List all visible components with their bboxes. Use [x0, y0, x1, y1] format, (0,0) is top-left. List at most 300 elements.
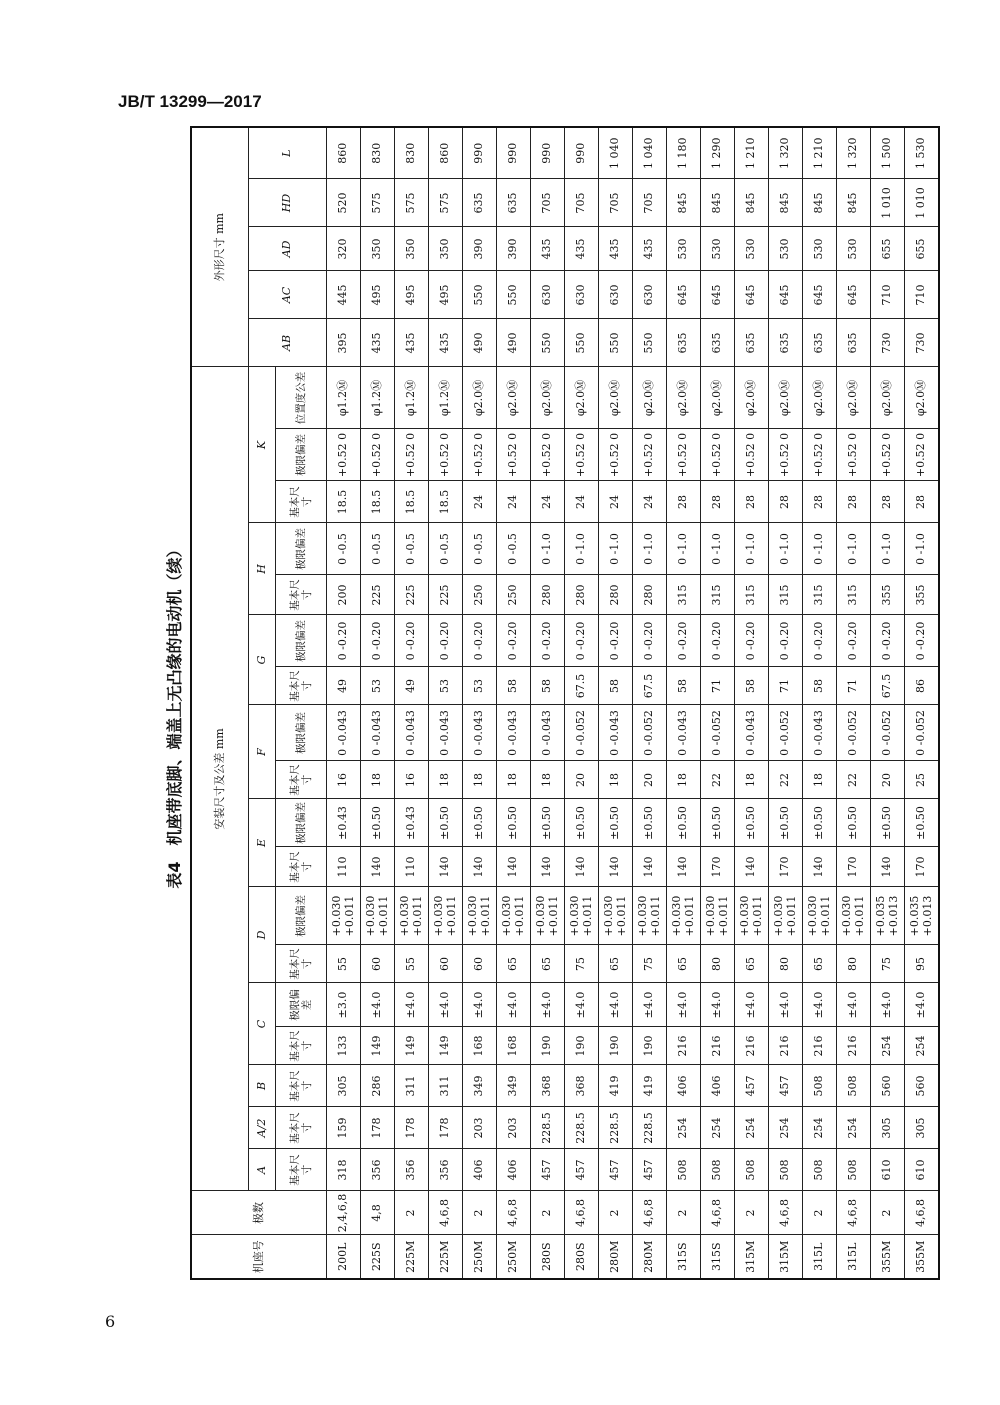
cell-ct: ±4.0: [429, 983, 463, 1027]
col-sub-header-basic: 基本尺寸: [276, 575, 327, 615]
cell-hd: 705: [531, 179, 565, 227]
cell-kt: +0.52 0: [531, 429, 565, 481]
col-sub-header-basic: 基本尺寸: [276, 1027, 327, 1065]
cell-g: 67.5: [633, 667, 667, 705]
cell-b: 349: [497, 1065, 531, 1107]
table-row: [769, 127, 803, 1279]
cell-kp: φ2.0Ⓜ: [531, 367, 565, 429]
cell-a2: 254: [769, 1107, 803, 1149]
cell-et: ±0.50: [769, 799, 803, 847]
cell-ht: 0 -1.0: [531, 523, 565, 575]
cell-k: 24: [565, 481, 599, 523]
cell-poles: 4,8: [361, 1191, 395, 1235]
poles-header: 极数: [191, 1191, 327, 1235]
cell-c: 216: [667, 1027, 701, 1065]
cell-a2: 228.5: [531, 1107, 565, 1149]
cell-c: 168: [497, 1027, 531, 1065]
cell-poles: 2: [531, 1191, 565, 1235]
col-symbol-header: A: [249, 1149, 276, 1191]
cell-a2: 254: [667, 1107, 701, 1149]
cell-a: 508: [837, 1149, 871, 1191]
cell-dt: +0.030 +0.011: [463, 887, 497, 945]
cell-c: 216: [769, 1027, 803, 1065]
cell-a2: 228.5: [565, 1107, 599, 1149]
cell-g: 58: [599, 667, 633, 705]
cell-ac: 645: [701, 271, 735, 319]
cell-ab: 550: [633, 319, 667, 367]
table-row: [735, 127, 769, 1279]
cell-kp: φ2.0Ⓜ: [735, 367, 769, 429]
cell-ab: 395: [327, 319, 361, 367]
cell-ad: 435: [531, 227, 565, 271]
cell-k: 28: [905, 481, 940, 523]
col-symbol-header: AC: [249, 271, 327, 319]
cell-k: 28: [837, 481, 871, 523]
cell-k: 28: [871, 481, 905, 523]
cell-ht: 0 -1.0: [905, 523, 940, 575]
cell-frame: 280M: [633, 1235, 667, 1279]
cell-hd: 575: [429, 179, 463, 227]
cell-f: 25: [905, 761, 940, 799]
cell-poles: 2: [463, 1191, 497, 1235]
table-row: [565, 127, 599, 1279]
cell-d: 65: [497, 945, 531, 983]
cell-ac: 495: [429, 271, 463, 319]
cell-ft: 0 -0.043: [429, 705, 463, 761]
cell-hd: 705: [599, 179, 633, 227]
cell-ht: 0 -1.0: [803, 523, 837, 575]
cell-l: 1 320: [769, 127, 803, 179]
cell-kp: φ2.0Ⓜ: [599, 367, 633, 429]
cell-hd: 1 010: [905, 179, 940, 227]
cell-a: 508: [701, 1149, 735, 1191]
cell-f: 18: [735, 761, 769, 799]
cell-ct: ±4.0: [463, 983, 497, 1027]
cell-gt: 0 -0.20: [701, 615, 735, 667]
cell-c: 190: [565, 1027, 599, 1065]
cell-d: 55: [327, 945, 361, 983]
cell-ht: 0 -1.0: [837, 523, 871, 575]
cell-hd: 1 010: [871, 179, 905, 227]
cell-a: 457: [565, 1149, 599, 1191]
cell-a: 457: [633, 1149, 667, 1191]
cell-kt: +0.52 0: [735, 429, 769, 481]
cell-et: ±0.43: [327, 799, 361, 847]
cell-b: 419: [633, 1065, 667, 1107]
cell-frame: 355M: [871, 1235, 905, 1279]
col-sub-header-tol: 极限偏差: [276, 523, 327, 575]
cell-dt: +0.030 +0.011: [531, 887, 565, 945]
cell-frame: 250M: [497, 1235, 531, 1279]
cell-e: 170: [837, 847, 871, 887]
cell-ad: 435: [565, 227, 599, 271]
cell-l: 990: [497, 127, 531, 179]
cell-dt: +0.035 +0.013: [871, 887, 905, 945]
cell-ab: 730: [871, 319, 905, 367]
cell-kp: φ1.2Ⓜ: [395, 367, 429, 429]
cell-f: 20: [871, 761, 905, 799]
cell-ft: 0 -0.043: [599, 705, 633, 761]
cell-a2: 178: [361, 1107, 395, 1149]
cell-e: 140: [565, 847, 599, 887]
cell-et: ±0.50: [837, 799, 871, 847]
cell-gt: 0 -0.20: [905, 615, 940, 667]
standard-number: JB/T 13299—2017: [118, 92, 262, 111]
cell-ft: 0 -0.043: [497, 705, 531, 761]
cell-ft: 0 -0.043: [327, 705, 361, 761]
cell-ab: 550: [531, 319, 565, 367]
cell-poles: 2: [599, 1191, 633, 1235]
cell-dt: +0.030 +0.011: [429, 887, 463, 945]
cell-a2: 203: [463, 1107, 497, 1149]
cell-ad: 530: [701, 227, 735, 271]
cell-b: 311: [395, 1065, 429, 1107]
cell-l: 1 530: [905, 127, 940, 179]
cell-b: 368: [565, 1065, 599, 1107]
cell-dt: +0.030 +0.011: [599, 887, 633, 945]
cell-et: ±0.50: [905, 799, 940, 847]
cell-hd: 845: [701, 179, 735, 227]
col-sub-header-basic: 基本尺寸: [276, 1065, 327, 1107]
cell-c: 149: [361, 1027, 395, 1065]
cell-a2: 305: [871, 1107, 905, 1149]
cell-frame: 280S: [565, 1235, 599, 1279]
cell-l: 1 180: [667, 127, 701, 179]
cell-ct: ±4.0: [701, 983, 735, 1027]
cell-frame: 315L: [837, 1235, 871, 1279]
cell-b: 419: [599, 1065, 633, 1107]
cell-f: 18: [531, 761, 565, 799]
cell-ab: 635: [667, 319, 701, 367]
cell-h: 225: [361, 575, 395, 615]
col-symbol-header: AB: [249, 319, 327, 367]
cell-e: 140: [361, 847, 395, 887]
cell-kp: φ2.0Ⓜ: [837, 367, 871, 429]
cell-h: 280: [599, 575, 633, 615]
cell-h: 315: [735, 575, 769, 615]
cell-ct: ±4.0: [565, 983, 599, 1027]
table-row: [497, 127, 531, 1279]
cell-ft: 0 -0.052: [769, 705, 803, 761]
cell-a2: 203: [497, 1107, 531, 1149]
cell-e: 110: [327, 847, 361, 887]
cell-et: ±0.50: [429, 799, 463, 847]
cell-b: 311: [429, 1065, 463, 1107]
cell-c: 190: [633, 1027, 667, 1065]
cell-kp: φ2.0Ⓜ: [497, 367, 531, 429]
cell-c: 216: [837, 1027, 871, 1065]
cell-hd: 705: [633, 179, 667, 227]
table-row: [463, 127, 497, 1279]
cell-ct: ±4.0: [633, 983, 667, 1027]
cell-dt: +0.030 +0.011: [735, 887, 769, 945]
col-symbol-header: G: [249, 615, 276, 705]
cell-kp: φ1.2Ⓜ: [429, 367, 463, 429]
cell-ad: 350: [361, 227, 395, 271]
cell-kp: φ2.0Ⓜ: [803, 367, 837, 429]
cell-d: 65: [735, 945, 769, 983]
cell-l: 830: [361, 127, 395, 179]
cell-h: 355: [905, 575, 940, 615]
cell-d: 80: [769, 945, 803, 983]
cell-ac: 495: [395, 271, 429, 319]
cell-l: 860: [327, 127, 361, 179]
cell-kt: +0.52 0: [463, 429, 497, 481]
cell-dt: +0.030 +0.011: [837, 887, 871, 945]
cell-l: 1 040: [633, 127, 667, 179]
table-row: [395, 127, 429, 1279]
cell-g: 58: [803, 667, 837, 705]
cell-kt: +0.52 0: [803, 429, 837, 481]
cell-ht: 0 -0.5: [497, 523, 531, 575]
cell-et: ±0.50: [531, 799, 565, 847]
cell-poles: 2,4,6,8: [327, 1191, 361, 1235]
cell-et: ±0.43: [395, 799, 429, 847]
table-caption: 表4 机座带底脚、端盖上无凸缘的电动机（续）: [165, 541, 184, 889]
cell-k: 18.5: [327, 481, 361, 523]
cell-ht: 0 -0.5: [463, 523, 497, 575]
cell-e: 140: [599, 847, 633, 887]
cell-frame: 225M: [395, 1235, 429, 1279]
cell-h: 250: [463, 575, 497, 615]
cell-ft: 0 -0.052: [837, 705, 871, 761]
dimension-table: [190, 126, 940, 1280]
cell-frame: 315S: [701, 1235, 735, 1279]
cell-h: 315: [769, 575, 803, 615]
cell-hd: 635: [497, 179, 531, 227]
cell-gt: 0 -0.20: [769, 615, 803, 667]
cell-poles: 2: [871, 1191, 905, 1235]
col-symbol-header: E: [249, 799, 276, 887]
cell-ab: 490: [463, 319, 497, 367]
cell-frame: 200L: [327, 1235, 361, 1279]
cell-k: 28: [735, 481, 769, 523]
cell-ct: ±4.0: [837, 983, 871, 1027]
cell-d: 55: [395, 945, 429, 983]
cell-ft: 0 -0.043: [531, 705, 565, 761]
cell-b: 508: [803, 1065, 837, 1107]
cell-ht: 0 -1.0: [735, 523, 769, 575]
cell-g: 53: [361, 667, 395, 705]
cell-ht: 0 -1.0: [599, 523, 633, 575]
cell-gt: 0 -0.20: [361, 615, 395, 667]
cell-a2: 254: [735, 1107, 769, 1149]
cell-et: ±0.50: [701, 799, 735, 847]
cell-a2: 254: [701, 1107, 735, 1149]
cell-h: 315: [837, 575, 871, 615]
cell-ft: 0 -0.052: [633, 705, 667, 761]
cell-ac: 645: [769, 271, 803, 319]
cell-e: 140: [633, 847, 667, 887]
cell-ac: 630: [565, 271, 599, 319]
table-row: [429, 127, 463, 1279]
cell-ab: 635: [803, 319, 837, 367]
cell-dt: +0.030 +0.011: [769, 887, 803, 945]
cell-g: 58: [667, 667, 701, 705]
cell-c: 216: [701, 1027, 735, 1065]
cell-g: 71: [769, 667, 803, 705]
cell-e: 110: [395, 847, 429, 887]
cell-ct: ±4.0: [803, 983, 837, 1027]
col-sub-header-tol: 极限偏差: [276, 429, 327, 481]
cell-f: 18: [667, 761, 701, 799]
cell-kp: φ2.0Ⓜ: [769, 367, 803, 429]
cell-kt: +0.52 0: [565, 429, 599, 481]
cell-h: 315: [667, 575, 701, 615]
cell-poles: 4,6,8: [769, 1191, 803, 1235]
cell-ab: 635: [735, 319, 769, 367]
col-symbol-header: F: [249, 705, 276, 799]
cell-kp: φ2.0Ⓜ: [871, 367, 905, 429]
cell-f: 18: [497, 761, 531, 799]
cell-dt: +0.030 +0.011: [701, 887, 735, 945]
cell-e: 170: [769, 847, 803, 887]
cell-ad: 530: [769, 227, 803, 271]
cell-e: 140: [667, 847, 701, 887]
cell-d: 80: [837, 945, 871, 983]
cell-kt: +0.52 0: [327, 429, 361, 481]
cell-d: 60: [429, 945, 463, 983]
cell-e: 140: [463, 847, 497, 887]
cell-ac: 445: [327, 271, 361, 319]
cell-k: 28: [803, 481, 837, 523]
cell-ac: 710: [905, 271, 940, 319]
col-sub-header-basic: 基本尺寸: [276, 847, 327, 887]
cell-hd: 845: [837, 179, 871, 227]
cell-ct: ±4.0: [599, 983, 633, 1027]
cell-k: 18.5: [361, 481, 395, 523]
cell-g: 49: [327, 667, 361, 705]
cell-kt: +0.52 0: [769, 429, 803, 481]
cell-e: 140: [497, 847, 531, 887]
cell-ht: 0 -0.5: [361, 523, 395, 575]
cell-a2: 228.5: [633, 1107, 667, 1149]
col-symbol-header: AD: [249, 227, 327, 271]
cell-k: 18.5: [395, 481, 429, 523]
col-symbol-header: C: [249, 983, 276, 1065]
cell-a: 318: [327, 1149, 361, 1191]
cell-kt: +0.52 0: [361, 429, 395, 481]
cell-k: 24: [599, 481, 633, 523]
cell-kp: φ2.0Ⓜ: [667, 367, 701, 429]
cell-b: 457: [735, 1065, 769, 1107]
cell-gt: 0 -0.20: [667, 615, 701, 667]
cell-c: 254: [871, 1027, 905, 1065]
col-symbol-header: K: [249, 367, 276, 523]
cell-kt: +0.52 0: [497, 429, 531, 481]
cell-ht: 0 -1.0: [667, 523, 701, 575]
cell-ct: ±4.0: [769, 983, 803, 1027]
cell-ft: 0 -0.043: [803, 705, 837, 761]
cell-g: 71: [701, 667, 735, 705]
cell-gt: 0 -0.20: [429, 615, 463, 667]
cell-ct: ±4.0: [871, 983, 905, 1027]
cell-a: 457: [531, 1149, 565, 1191]
cell-g: 58: [497, 667, 531, 705]
cell-a: 406: [497, 1149, 531, 1191]
cell-a2: 178: [429, 1107, 463, 1149]
cell-ac: 645: [735, 271, 769, 319]
cell-frame: 225M: [429, 1235, 463, 1279]
cell-frame: 225S: [361, 1235, 395, 1279]
cell-e: 140: [735, 847, 769, 887]
cell-c: 168: [463, 1027, 497, 1065]
table-row: [633, 127, 667, 1279]
cell-c: 216: [803, 1027, 837, 1065]
cell-e: 140: [803, 847, 837, 887]
cell-b: 560: [905, 1065, 940, 1107]
cell-a2: 228.5: [599, 1107, 633, 1149]
cell-ct: ±4.0: [905, 983, 940, 1027]
cell-gt: 0 -0.20: [565, 615, 599, 667]
cell-ac: 645: [667, 271, 701, 319]
cell-h: 280: [565, 575, 599, 615]
cell-ac: 645: [837, 271, 871, 319]
cell-c: 254: [905, 1027, 940, 1065]
cell-c: 133: [327, 1027, 361, 1065]
col-sub-header-tol: 极限偏差: [276, 887, 327, 945]
cell-d: 65: [803, 945, 837, 983]
cell-d: 65: [667, 945, 701, 983]
cell-a: 406: [463, 1149, 497, 1191]
cell-f: 18: [463, 761, 497, 799]
cell-c: 216: [735, 1027, 769, 1065]
cell-frame: 315S: [667, 1235, 701, 1279]
cell-b: 560: [871, 1065, 905, 1107]
cell-f: 18: [599, 761, 633, 799]
cell-ct: ±3.0: [327, 983, 361, 1027]
cell-ft: 0 -0.043: [361, 705, 395, 761]
cell-c: 190: [531, 1027, 565, 1065]
cell-a: 508: [803, 1149, 837, 1191]
cell-poles: 2: [803, 1191, 837, 1235]
cell-g: 86: [905, 667, 940, 705]
cell-h: 250: [497, 575, 531, 615]
cell-ht: 0 -1.0: [565, 523, 599, 575]
cell-ac: 645: [803, 271, 837, 319]
cell-k: 24: [463, 481, 497, 523]
cell-ab: 435: [429, 319, 463, 367]
cell-dt: +0.030 +0.011: [633, 887, 667, 945]
cell-et: ±0.50: [599, 799, 633, 847]
cell-ct: ±4.0: [395, 983, 429, 1027]
cell-ad: 530: [735, 227, 769, 271]
cell-h: 225: [429, 575, 463, 615]
cell-h: 355: [871, 575, 905, 615]
col-sub-header-basic: 基本尺寸: [276, 667, 327, 705]
cell-ab: 730: [905, 319, 940, 367]
col-sub-header-basic: 基本尺寸: [276, 945, 327, 983]
cell-hd: 845: [667, 179, 701, 227]
cell-poles: 4,6,8: [429, 1191, 463, 1235]
cell-a: 610: [871, 1149, 905, 1191]
cell-et: ±0.50: [633, 799, 667, 847]
col-sub-header-pos-tol: 位置度公差: [276, 367, 327, 429]
cell-poles: 4,6,8: [497, 1191, 531, 1235]
cell-b: 406: [701, 1065, 735, 1107]
cell-ct: ±4.0: [735, 983, 769, 1027]
cell-kp: φ2.0Ⓜ: [463, 367, 497, 429]
col-symbol-header: A/2: [249, 1107, 276, 1149]
cell-poles: 4,6,8: [633, 1191, 667, 1235]
cell-ht: 0 -0.5: [429, 523, 463, 575]
cell-a: 356: [361, 1149, 395, 1191]
table-row: [871, 127, 905, 1279]
cell-a2: 305: [905, 1107, 940, 1149]
cell-d: 80: [701, 945, 735, 983]
cell-frame: 315L: [803, 1235, 837, 1279]
cell-h: 315: [803, 575, 837, 615]
